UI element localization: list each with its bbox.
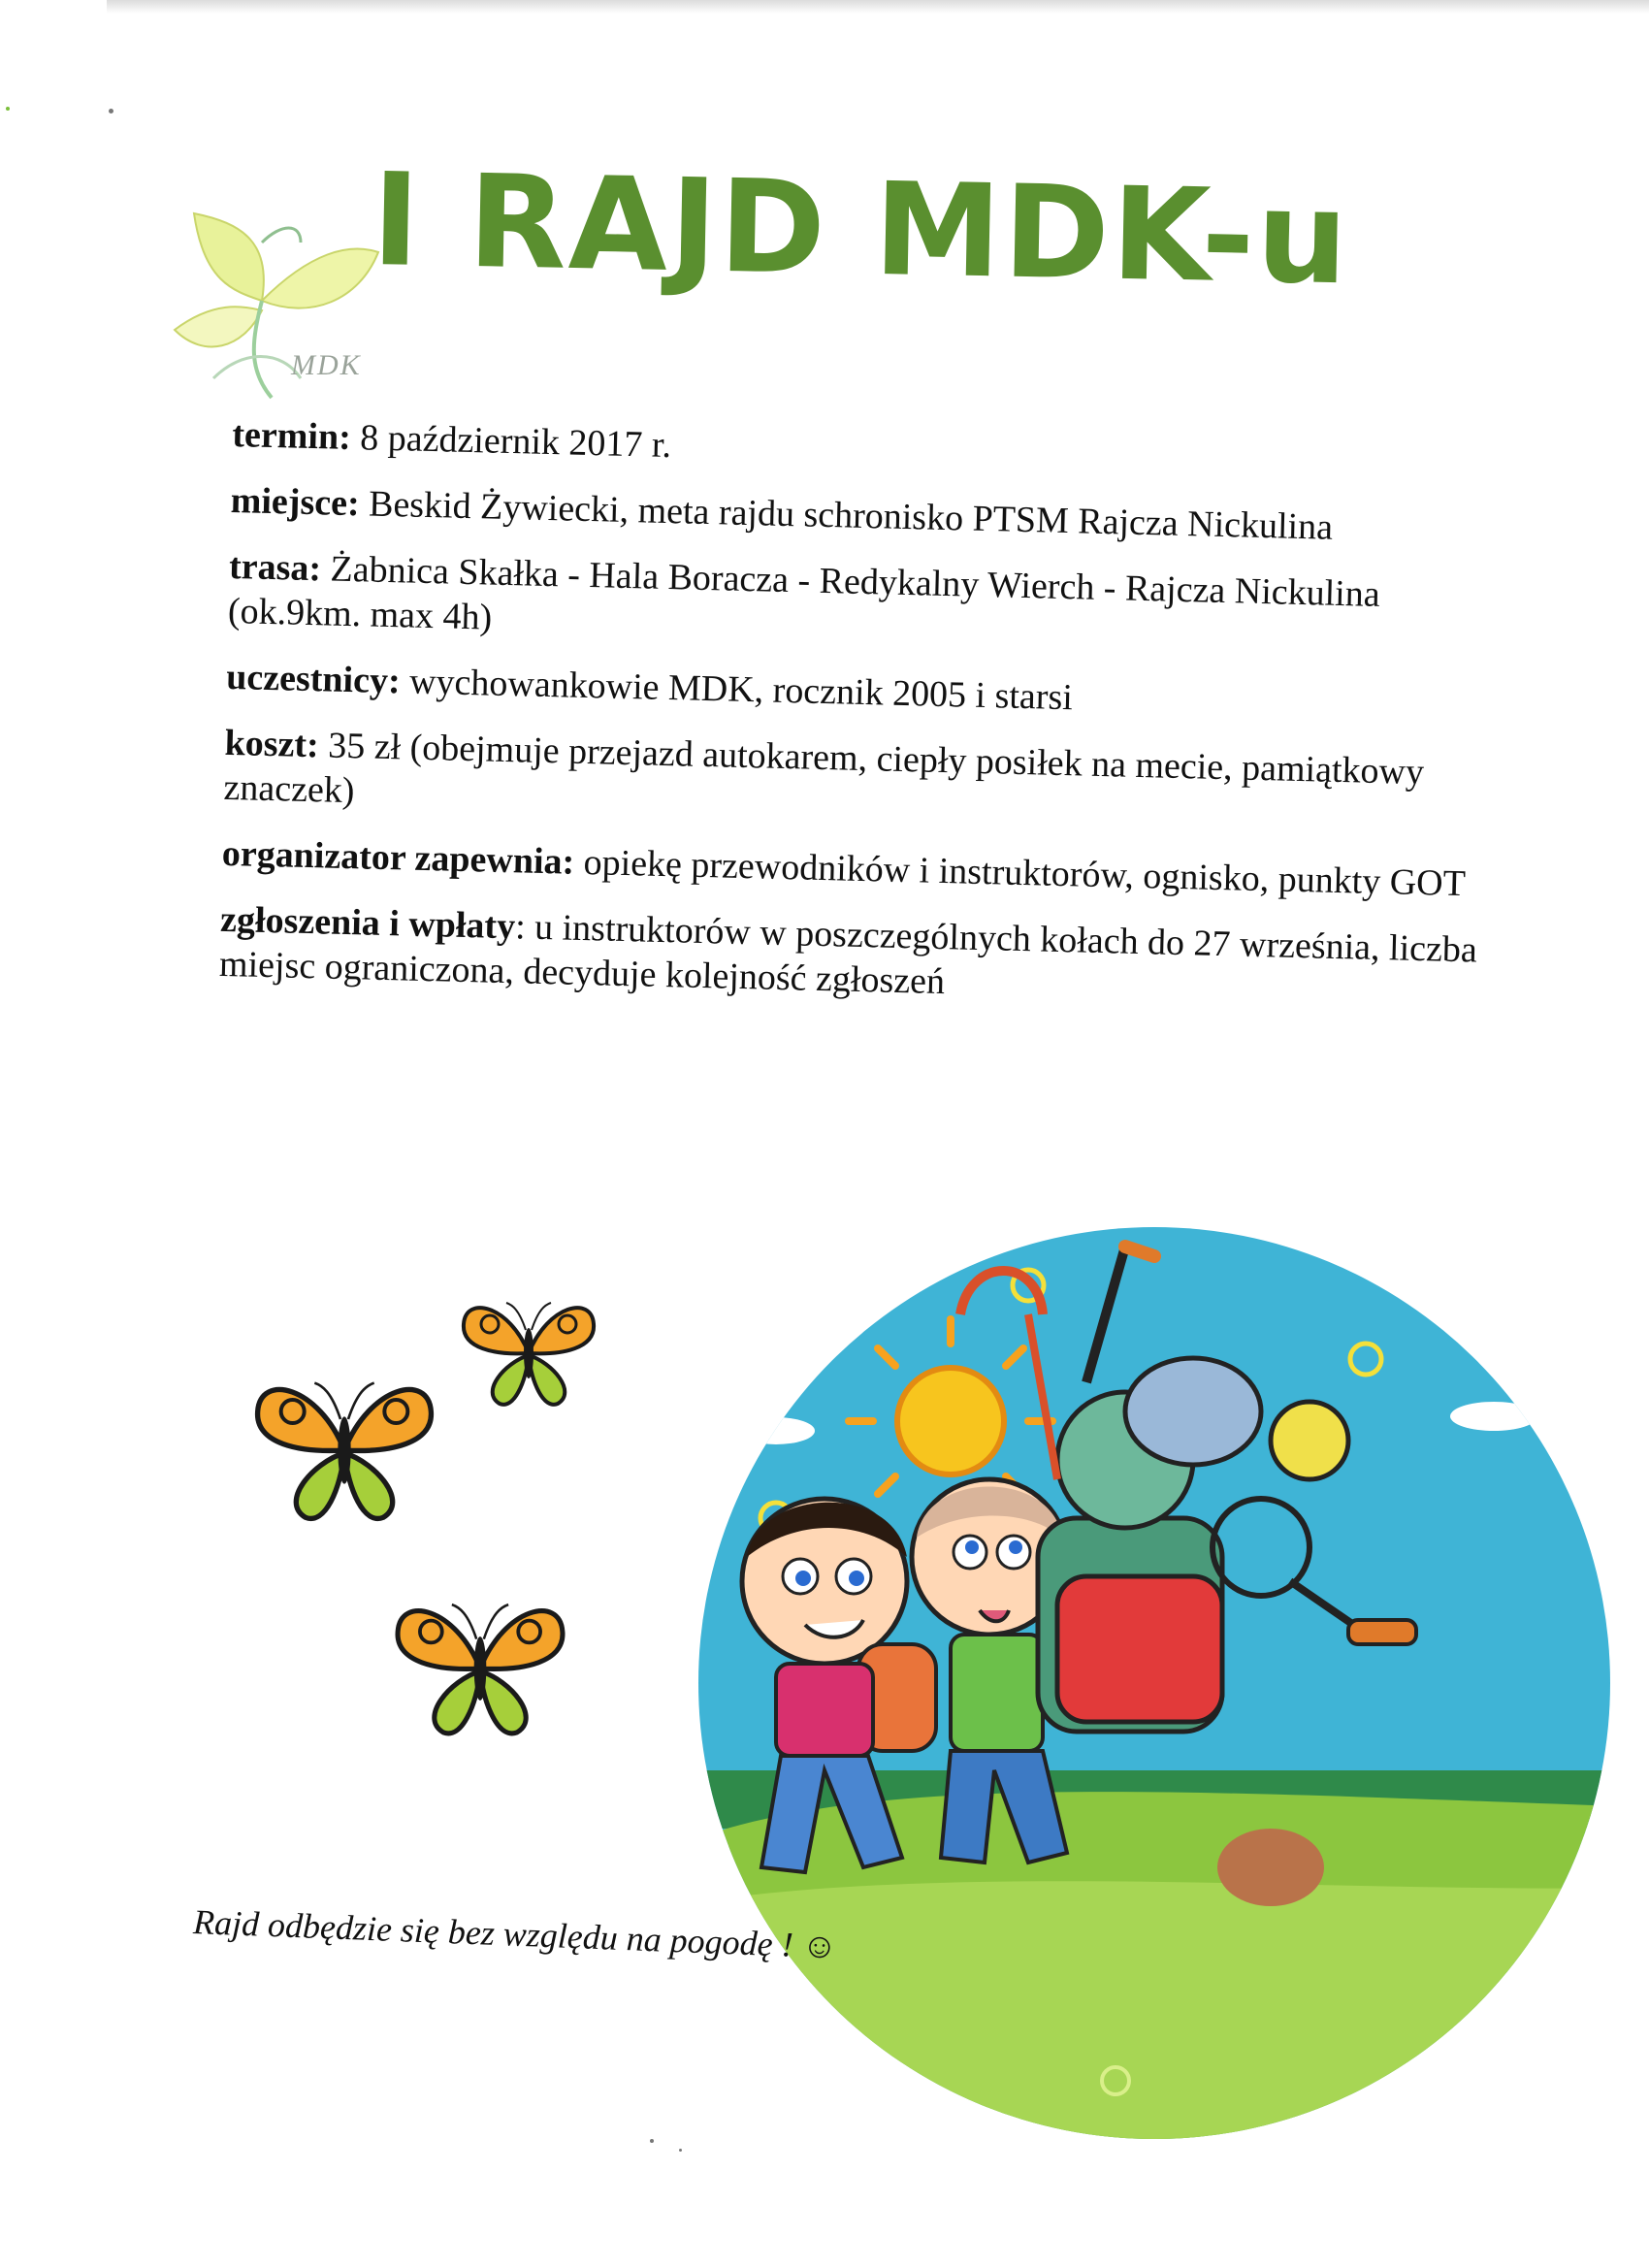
info-row-cost bbox=[223, 721, 1486, 841]
info-row-route bbox=[227, 544, 1490, 664]
info-row-place bbox=[230, 478, 1492, 554]
info-value: 35 zł (obejmuje przejazd autokarem, ciepły posiłek na mecie, pamiątkowy znaczek) bbox=[223, 725, 1425, 812]
info-row-registration bbox=[219, 897, 1482, 1018]
scan-speck bbox=[679, 2149, 682, 2152]
scan-speck bbox=[109, 109, 113, 113]
info-row-organizer bbox=[221, 831, 1483, 907]
info-label: zgłoszenia i wpłaty bbox=[219, 898, 516, 948]
info-row-date bbox=[232, 412, 1494, 488]
info-label: termin: bbox=[231, 413, 352, 458]
closing-note: Rajd odbędzie się bez względu na pogodę ! ☺ bbox=[192, 1901, 839, 1966]
info-label: miejsce: bbox=[230, 479, 361, 525]
info-label: koszt: bbox=[224, 722, 320, 766]
info-label: uczestnicy: bbox=[225, 656, 402, 702]
logo-text: MDK bbox=[291, 349, 362, 381]
butterfly-icon bbox=[456, 1295, 601, 1411]
scan-speck bbox=[6, 107, 10, 111]
info-value: wychowankowie MDK, rocznik 2005 i starsi bbox=[400, 661, 1074, 719]
info-value: : u instruktorów w poszczególnych kołach do 27 września, liczba miejsc ograniczona, decyduje kolejność zgłoszeń bbox=[218, 906, 1478, 1003]
event-details bbox=[218, 412, 1494, 1039]
info-label: organizator zapewnia: bbox=[221, 832, 575, 883]
info-value: 8 październik 2017 r. bbox=[350, 416, 672, 467]
butterfly-icon bbox=[388, 1591, 572, 1746]
page-title: I RAJD MDK-u bbox=[371, 146, 1351, 314]
scan-speck bbox=[650, 2139, 654, 2143]
scanned-page-edge bbox=[107, 0, 1649, 14]
info-value: Beskid Żywiecki, meta rajdu schronisko PTSM Rajcza Nickulina bbox=[359, 483, 1334, 548]
info-label: trasa: bbox=[228, 545, 322, 590]
butterfly-icon bbox=[247, 1368, 441, 1533]
hiking-kids-illustration bbox=[669, 1227, 1649, 2158]
info-row-participants bbox=[226, 655, 1488, 730]
info-value: Żabnica Skałka - Hala Boracza - Redykalny Wierch - Rajcza Nickulina (ok.9km. max 4h) bbox=[227, 548, 1381, 638]
info-value: opiekę przewodników i instruktorów, ognisko, punkty GOT bbox=[573, 841, 1467, 905]
